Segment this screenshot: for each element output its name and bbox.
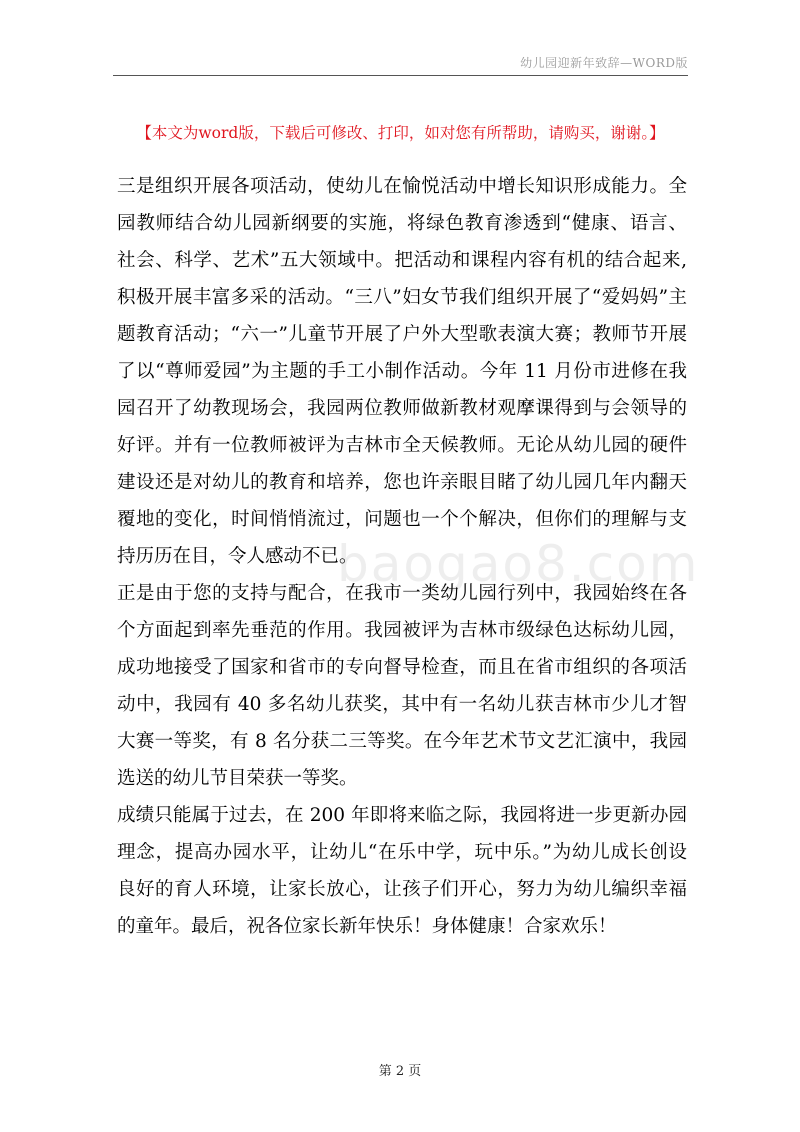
text-line: 成功地接受了国家和省市的专向督导检查，而且在省市组织的各项活 <box>117 657 687 678</box>
paragraph-1 <box>117 168 687 575</box>
text-line: 选送的幼儿节目荣获一等奖。 <box>117 768 358 789</box>
header-divider <box>113 75 688 76</box>
text-line: 良好的育人环境，让家长放心，让孩子们开心，努力为幼儿编织幸福 <box>117 879 687 900</box>
text-line: 覆地的变化，时间悄悄流过，问题也一个个解决，但你们的理解与支 <box>117 509 687 530</box>
text-line: 园召开了幼教现场会，我园两位教师做新教材观摩课得到与会领导的 <box>117 398 687 419</box>
text-line: 园教师结合幼儿园新纲要的实施，将绿色教育渗透到“健康、语言、 <box>117 213 687 234</box>
paragraph-3 <box>117 797 687 945</box>
text-line: 的童年。最后，祝各位家长新年快乐！身体健康！合家欢乐！ <box>117 916 617 937</box>
text-line: 正是由于您的支持与配合，在我市一类幼儿园行列中，我园始终在各 <box>117 583 687 604</box>
text-line: 成绩只能属于过去，在 200 年即将来临之际，我园将进一步更新办园 <box>117 805 687 826</box>
text-line: 积极开展丰富多采的活动。“三八”妇女节我们组织开展了“爱妈妈”主 <box>117 287 687 308</box>
watermark: baogao8.com <box>337 535 700 593</box>
text-line: 三是组织开展各项活动，使幼儿在愉悦活动中增长知识形成能力。全 <box>117 176 687 197</box>
text-line: 题教育活动；“六一”儿童节开展了户外大型歌表演大赛；教师节开展 <box>117 324 687 345</box>
text-line: 大赛一等奖，有 8 名分获二三等奖。在今年艺术节文艺汇演中，我园 <box>117 731 687 752</box>
text-line: 理念，提高办园水平，让幼儿“在乐中学，玩中乐。”为幼儿成长创设 <box>117 842 687 863</box>
document-header-title: 幼儿园迎新年致辞—WORD版 <box>520 56 688 70</box>
text-line: 社会、科学、艺术”五大领域中。把活动和课程内容有机的结合起来, <box>117 250 687 271</box>
text-line: 建设还是对幼儿的教育和培养，您也许亲眼目睹了幼儿园几年内翻天 <box>117 472 687 493</box>
download-notice: 【本文为word版，下载后可修改、打印，如对您有所帮助，请购买，谢谢。】 <box>136 124 665 142</box>
text-line: 个方面起到率先垂范的作用。我园被评为吉林市级绿色达标幼儿园， <box>117 620 687 641</box>
document-body <box>117 168 687 945</box>
text-line: 持历历在目，令人感动不已。 <box>117 546 358 567</box>
text-line: 了以“尊师爱园”为主题的手工小制作活动。今年 11 月份市进修在我 <box>117 361 687 382</box>
text-line: 动中，我园有 40 多名幼儿获奖，其中有一名幼儿获吉林市少儿才智 <box>117 694 687 715</box>
page-number: 第 2 页 <box>378 1064 422 1079</box>
text-line: 好评。并有一位教师被评为吉林市全天候教师。无论从幼儿园的硬件 <box>117 435 687 456</box>
paragraph-2 <box>117 575 687 797</box>
